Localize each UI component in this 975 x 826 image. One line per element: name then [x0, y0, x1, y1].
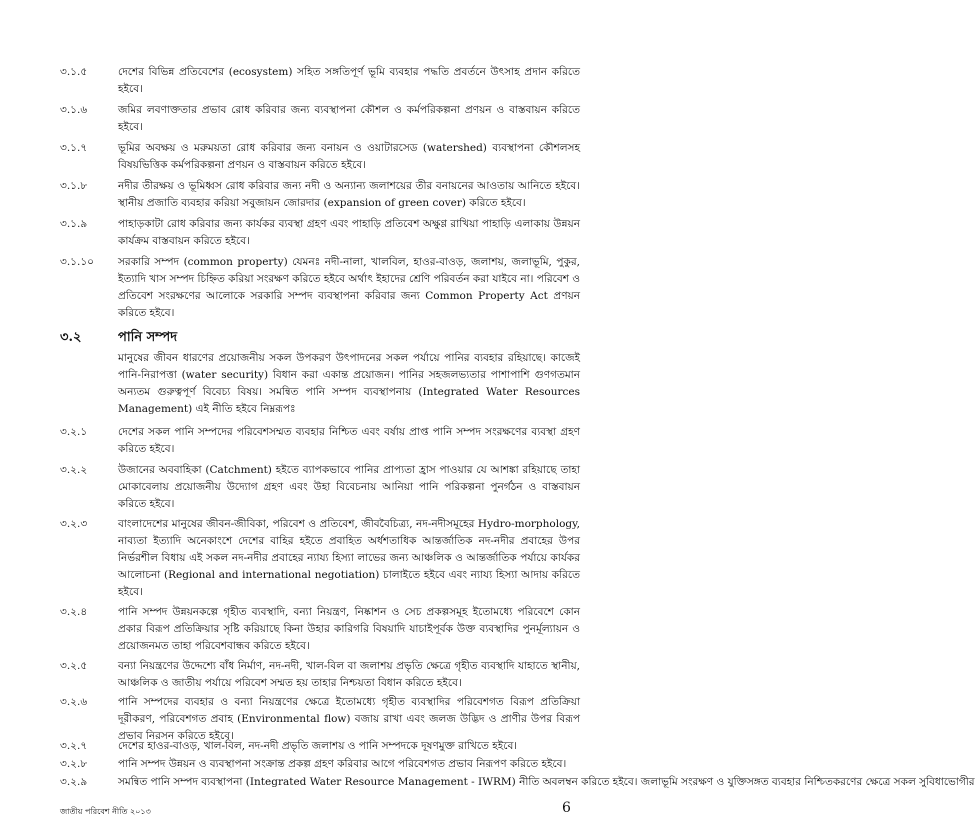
item-number: ৩.১.৮	[60, 180, 88, 192]
item-number: ৩.২.২	[60, 464, 88, 476]
item-number: ৩.২.৪	[60, 606, 88, 618]
item-text: পাহাড়কাটা রোধ করিবার জন্য কার্যকর ব্যবস্থা গ্রহণ এবং পাহাড়ি প্রতিবেশ অক্ষুণ্ণ রাখিয়া পাহাড়ি এলাকায় উন্নয়ন কার্যক্রম বাস্তবায়ন করিতে হইবে।	[118, 218, 580, 247]
item-number: ৩.২.৭	[60, 740, 88, 752]
list-item	[60, 64, 580, 98]
list-item	[60, 658, 580, 692]
list-item	[60, 604, 580, 655]
item-number: ৩.২.৬	[60, 696, 88, 708]
item-number: ৩.২.৮	[60, 758, 88, 770]
item-number: ৩.১.৬	[60, 104, 88, 116]
list-item	[60, 756, 580, 773]
list-item	[60, 102, 580, 136]
item-text: ভূমির অবক্ষয় ও মরুময়তা রোধ করিবার জন্য বনায়ন ও ওয়াটারসেড (watershed) ব্যবস্থাপনা কৌশলসহ বিষয়ভিত্তিক কর্মপরিকল্পনা প্রণয়ন ও বাস্তবায়ন করিতে হইবে।	[118, 142, 580, 171]
item-text: সরকারি সম্পদ (common property) যেমনঃ নদী-নালা, খালবিল, হাওর-বাওড়, জলাশয়, জলাভূমি, পুকুর, ইত্যাদি খাস সম্পদ চিহ্নিত করিয়া সংরক্ষণ করিতে হইবে অর্থাৎ ইহাদের শ্রেণি পরিবর্তন করা যাইবে না। পরিবেশ ও প্রতিবেশ সংরক্ষণের আলোকে সরকারি সম্পদ ব্যবস্থাপনা করিবার জন্য Common Property Act প্রণয়ন করিতে হইবে।	[118, 256, 580, 319]
item-number: ৩.১.১০	[60, 256, 94, 268]
list-item	[60, 140, 580, 174]
item-number: ৩.১.৫	[60, 66, 88, 78]
item-text: বাংলাদেশের মানুষের জীবন-জীবিকা, পরিবেশ ও প্রতিবেশ, জীববৈচিত্র্য, নদ-নদীসমূহের Hydro-morphology, নাব্যতা ইত্যাদি অনেকাংশে দেশের বাহির হইতে প্রবাহিত অর্ধশতাধিক আন্তর্জাতিক নদ-নদীর প্রবাহের উপর নির্ভরশীল বিধায় এই সকল নদ-নদীর প্রবাহের ন্যায্য হিস্যা লাভের জন্য আঞ্চলিক ও আন্তর্জাতিক পর্যায়ে কার্যকর আলোচনা (Regional and international negotiation) চালাইতে হইবে এবং ন্যায্য হিস্যা আদায় করিতে হইবে।	[118, 518, 580, 598]
section-title: পানি সম্পদ	[118, 330, 178, 345]
list-item	[60, 216, 580, 250]
footer-title: জাতীয় পরিবেশ নীতি ২০১৩	[60, 807, 151, 816]
intro-text: মানুষের জীবন ধারণের প্রয়োজনীয় সকল উপকরণ উৎপাদনের সকল পর্যায়ে পানির ব্যবহার রহিয়াছে। কাজেই পানি-নিরাপত্তা (water security) বিধান করা একান্ত প্রয়োজন। পানির সহজলভ্যতার পাশাপাশি গুণগতমান অন্যতম গুরুত্বপূর্ণ বিবেচ্য বিষয়। সমন্বিত পানি সম্পদ ব্যবস্থাপনায় (Integrated Water Resources Management) এই নীতি হইবে নিম্নরূপঃ	[118, 352, 580, 415]
list-item	[60, 178, 580, 212]
item-text: বন্যা নিয়ন্ত্রণের উদ্দেশ্যে বাঁধ নির্মাণ, নদ-নদী, খাল-বিল বা জলাশয় প্রভৃতি ক্ষেত্রে গৃহীত ব্যবস্থাদি যাহাতে স্থানীয়, আঞ্চলিক ও জাতীয় পর্যায়ে পরিবেশ সম্মত হয় তাহার নিশ্চয়তা বিধান করিতে হইবে।	[118, 660, 580, 689]
item-text: উজানের অববাহিকা (Catchment) হইতে ব্যাপকভাবে পানির প্রাপ্যতা হ্রাস পাওয়ার যে আশঙ্কা রহিয়াছে তাহা মোকাবেলায় প্রয়োজনীয় উদ্যোগ গ্রহণ এবং উহা বিবেচনায় আনিয়া পানি পরিকল্পনা পুনর্গঠন ও বাস্তবায়ন করিতে হইবে।	[118, 464, 580, 510]
item-number: ৩.২.৩	[60, 518, 88, 530]
list-item	[60, 462, 580, 513]
item-text: দেশের বিভিন্ন প্রতিবেশের (ecosystem) সহিত সঙ্গতিপূর্ণ ভূমি ব্যবহার পদ্ধতি প্রবর্তনে উৎসাহ প্রদান করিতে হইবে।	[118, 66, 580, 95]
item-number: ৩.২.৫	[60, 660, 88, 672]
item-text: পানি সম্পদ উন্নয়নকল্পে গৃহীত ব্যবস্থাদি, বন্যা নিয়ন্ত্রণ, নিষ্কাশন ও সেচ প্রকল্পসমূহ ইতোমধ্যে পরিবেশে কোন প্রকার বিরূপ প্রতিক্রিয়ার সৃষ্টি করিয়াছে কিনা উহার কারিগরি বিষয়াদি যাচাইপূর্বক উক্ত ব্যবস্থাদির পুনর্মূল্যায়ন ও প্রয়োজনমত তাহা পরিবেশবান্ধব করিতে হইবে।	[118, 606, 580, 652]
item-text: পানি সম্পদ উন্নয়ন ও ব্যবস্থাপনা সংক্রান্ত প্রকল্প গ্রহণ করিবার আগে পরিবেশগত প্রভাব নিরূপণ করিতে হইবে।	[118, 758, 567, 770]
item-number: ৩.১.৯	[60, 218, 88, 230]
list-item	[60, 774, 975, 791]
section-number: ৩.২	[60, 330, 82, 345]
item-text: দেশের হাওর-বাওড়, খাল-বিল, নদ-নদী প্রভৃতি জলাশয় ও পানি সম্পদকে দূষণমুক্ত রাখিতে হইবে।	[118, 740, 518, 752]
list-item	[60, 516, 580, 601]
item-text: জমির লবণাক্ততার প্রভাব রোধ করিবার জন্য ব্যবস্থাপনা কৌশল ও কর্মপরিকল্পনা প্রণয়ন ও বাস্তবায়ন করিতে হইবে।	[118, 104, 580, 133]
item-number: ৩.২.৯	[60, 776, 88, 788]
item-text: নদীর তীরক্ষয় ও ভূমিধ্বস রোধ করিবার জন্য নদী ও অন্যান্য জলাশয়ের তীর বনায়নের আওতায় আনিতে হইবে। স্থানীয় প্রজাতি ব্যবহার করিয়া সবুজায়ন জোরদার (expansion of green cover) করিতে হইবে।	[118, 180, 580, 209]
page-number: 6	[562, 800, 571, 816]
item-text: পানি সম্পদের ব্যবহার ও বন্যা নিয়ন্ত্রণের ক্ষেত্রে ইতোমধ্যে গৃহীত ব্যবস্থাদির পরিবেশগত বিরূপ প্রতিক্রিয়া দূরীকরণ, পরিবেশগত প্রবাহ (Environmental flow) বজায় রাখা এবং জলজ উদ্ভিদ ও প্রাণীর উপর বিরূপ প্রভাব নিরসন করিতে হইবে।	[118, 696, 580, 742]
item-text: সমন্বিত পানি সম্পদ ব্যবস্থাপনা (Integrated Water Resource Management - IWRM) নীতি অবলম্বন করিতে হইবে। জলাভূমি সংরক্ষণ ও যুক্তিসঙ্গত ব্যবহার নিশ্চিতকরণের ক্ষেত্রে সকল সুবিধাভোগীর	[118, 776, 975, 788]
list-item	[60, 424, 580, 458]
list-item	[60, 738, 580, 755]
item-number: ৩.২.১	[60, 426, 88, 438]
list-item	[60, 254, 580, 322]
item-number: ৩.১.৭	[60, 142, 88, 154]
item-text: দেশের সকল পানি সম্পদের পরিবেশসম্মত ব্যবহার নিশ্চিত এবং বর্ষায় প্রাপ্ত পানি সম্পদ সংরক্ষণের ব্যবস্থা গ্রহণ করিতে হইবে।	[118, 426, 580, 455]
section-intro	[60, 350, 580, 418]
